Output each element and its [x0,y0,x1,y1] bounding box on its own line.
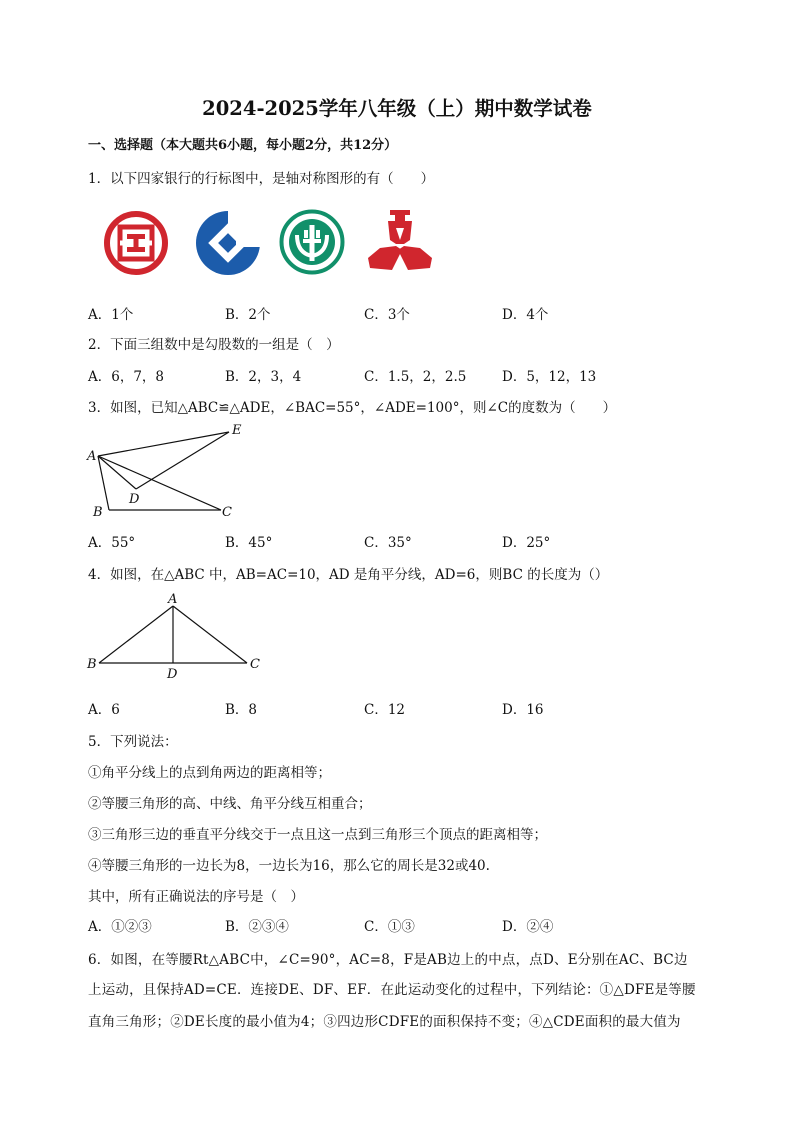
q4-option-d[interactable]: D．16 [502,702,544,718]
q3-label-d: D [129,492,140,507]
q2-option-b[interactable]: B．2，3，4 [225,369,302,385]
q3-label-b: B [93,505,103,520]
q5-statement-1: ①角平分线上的点到角两边的距离相等； [88,765,331,781]
question-6-line-1: 6．如图，在等腰Rt△ABC中，∠C=90°，AC=8，F是AB边上的中点，点D、E分别在AC、BC边 [88,952,688,968]
question-3-stem: 3．如图，已知△ABC≌△ADE，∠BAC=55°，∠ADE=100°，则∠C的度数为（ ） [88,400,617,416]
q1-option-b[interactable]: B．2个 [225,307,271,323]
q5-statement-4: ④等腰三角形的一边长为8，一边长为16，那么它的周长是32或40. [88,858,490,874]
q1-option-a[interactable]: A．1个 [88,307,134,323]
q4-label-c: C [250,657,260,672]
q2-option-d[interactable]: D．5，12，13 [502,369,597,385]
icbc-bank-logo-icon [103,210,169,276]
q4-label-a: A [168,592,178,607]
q3-label-a: A [87,449,97,464]
section-heading: 一、选择题（本大题共6小题，每小题2分，共12分） [88,138,398,153]
q2-option-c[interactable]: C．1.5，2，2.5 [364,369,467,385]
q3-triangle-figure [85,420,255,520]
question-5-stem: 5．下列说法： [88,734,178,750]
question-6-line-3: 直角三角形；②DE长度的最小值为4；③四边形CDFE的面积保持不变；④△CDE面积的最大值为 [88,1014,681,1030]
q3-option-a[interactable]: A．55° [88,535,136,551]
q5-option-a[interactable]: A．①②③ [88,919,152,935]
ccb-bank-logo-icon [194,209,262,277]
q5-statement-2: ②等腰三角形的高、中线、角平分线互相重合； [88,796,372,812]
q4-triangle-figure [85,590,265,682]
q4-label-b: B [87,657,97,672]
q3-label-c: C [222,505,232,520]
q5-statement-3: ③三角形三边的垂直平分线交于一点且这一点到三角形三个顶点的距离相等； [88,827,547,843]
q5-prompt: 其中，所有正确说法的序号是（ ） [88,889,304,905]
q4-option-c[interactable]: C．12 [364,702,406,718]
q4-option-b[interactable]: B．8 [225,702,258,718]
q1-option-d[interactable]: D．4个 [502,307,549,323]
question-2-stem: 2．下面三组数中是勾股数的一组是（ ） [88,337,340,353]
q3-option-b[interactable]: B．45° [225,535,273,551]
q4-label-d: D [167,667,178,682]
question-6-line-2: 上运动，且保持AD=CE．连接DE、DF、EF．在此运动变化的过程中，下列结论：①△DFE是等腰 [88,982,696,998]
q4-option-a[interactable]: A．6 [88,702,120,718]
q5-option-c[interactable]: C．①③ [364,919,415,935]
q3-option-d[interactable]: D．25° [502,535,551,551]
q1-option-c[interactable]: C．3个 [364,307,410,323]
q5-option-d[interactable]: D．②④ [502,919,554,935]
question-4-stem: 4．如图，在△ABC 中，AB=AC=10，AD 是角平分线，AD=6，则BC 的长度为（） [88,567,609,583]
q3-option-c[interactable]: C．35° [364,535,412,551]
abc-bank-logo-icon [279,209,345,275]
q2-option-a[interactable]: A．6，7，8 [88,369,165,385]
q3-label-e: E [232,423,242,438]
exam-title: 2024-2025学年八年级（上）期中数学试卷 [202,97,592,120]
question-1-stem: 1．以下四家银行的行标图中，是轴对称图形的有（ ） [88,171,435,187]
boc-communications-logo-icon [366,208,434,274]
q5-option-b[interactable]: B．②③④ [225,919,289,935]
